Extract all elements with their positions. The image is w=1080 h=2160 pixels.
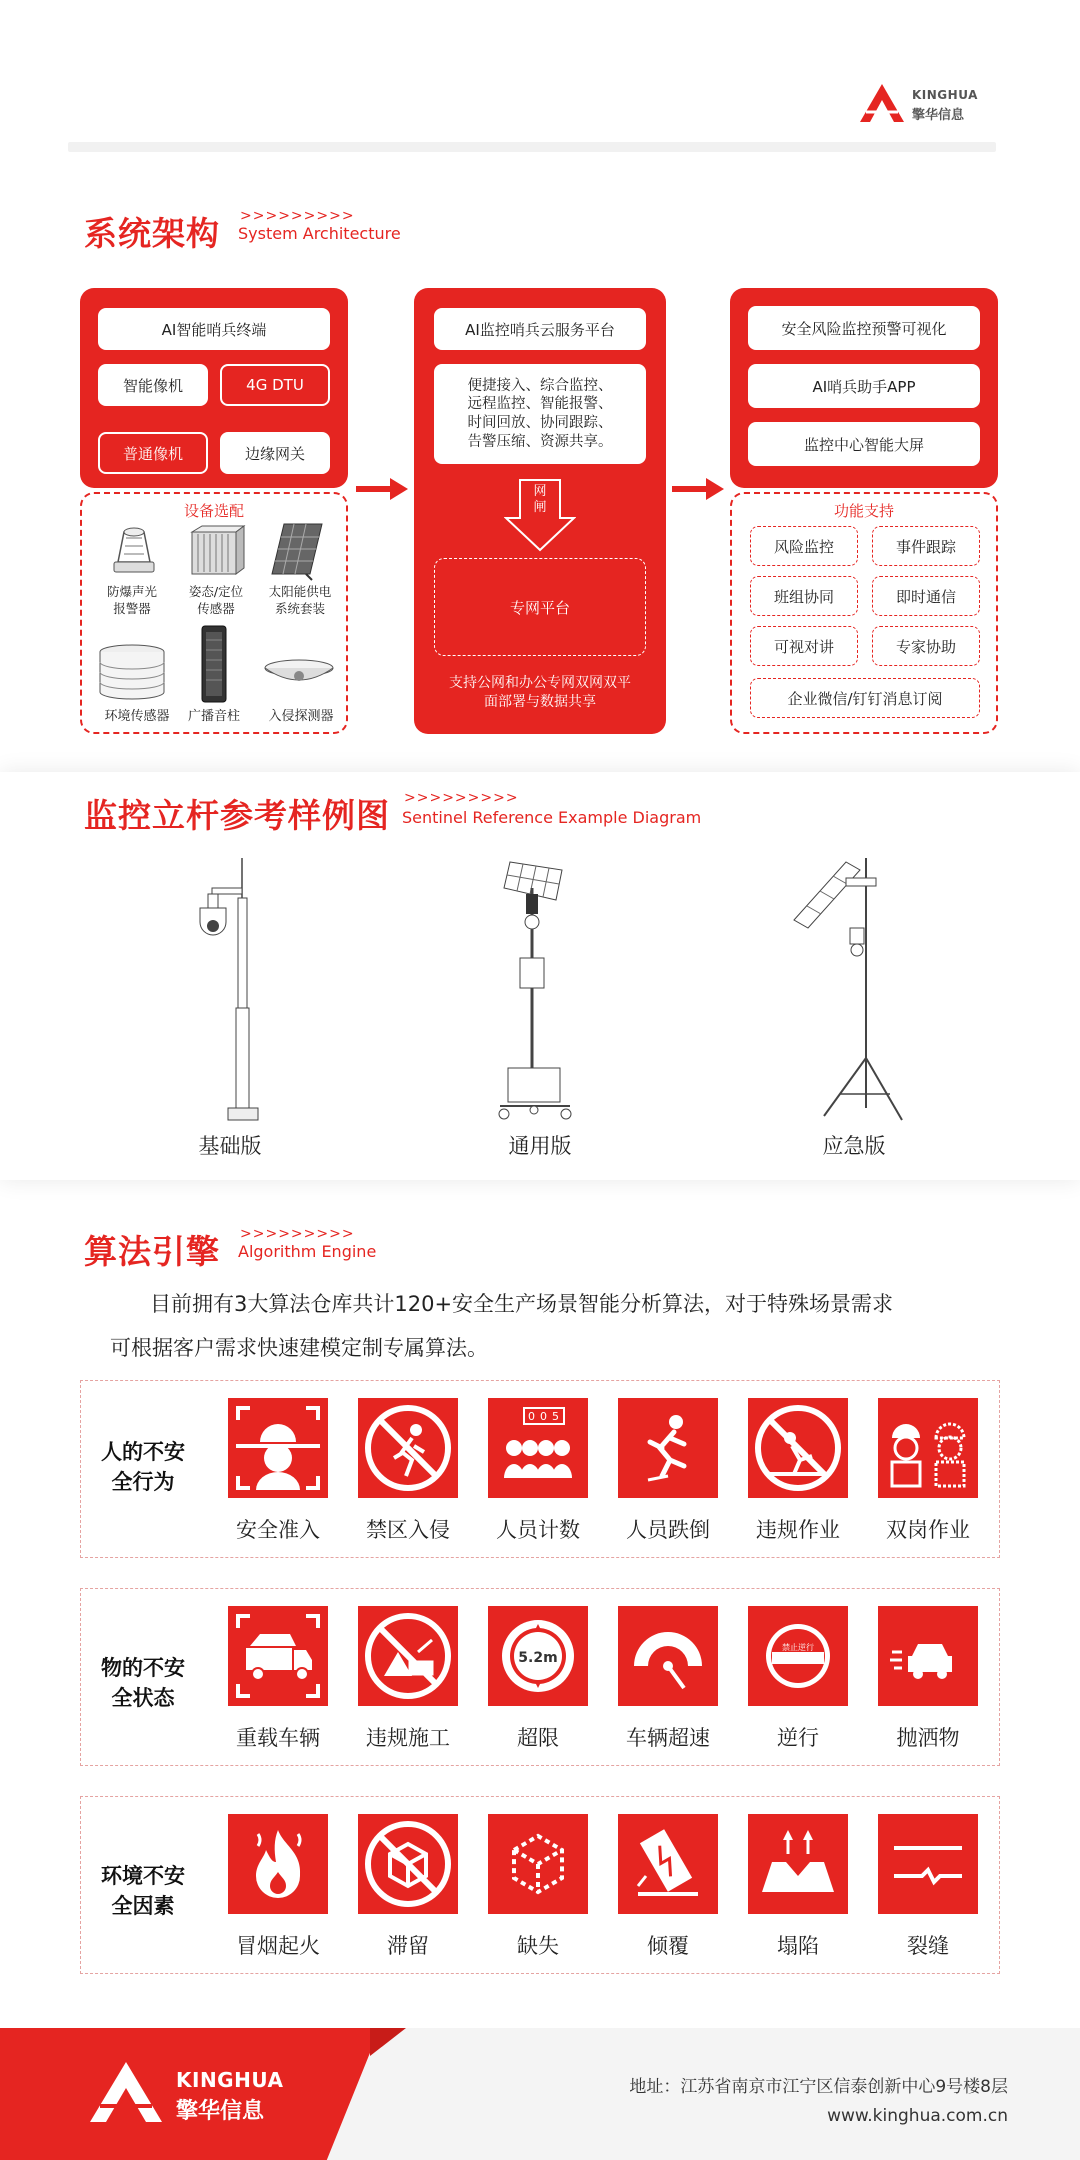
cloud-note: 支持公网和办公专网双网双平 面部署与数据共享 xyxy=(449,675,631,710)
footer-brand-cn: 擎华信息 xyxy=(176,2099,265,2124)
algo-label: 超限 xyxy=(517,1726,559,1750)
cloud-features: 便捷接入、综合监控、 远程监控、智能报警、 时间回放、协同跟踪、 告警压缩、资源共享。 xyxy=(434,364,646,464)
flow-arrow-icon xyxy=(356,478,408,500)
solar-panel-icon xyxy=(266,520,328,582)
over-height-icon xyxy=(488,1606,588,1706)
algorithm-intro-line2: 可根据客户需求快速建模定制专属算法。 xyxy=(110,1336,488,1360)
wrong-way-icon xyxy=(748,1606,848,1706)
algorithm-subtitle: Algorithm Engine xyxy=(238,1242,377,1261)
missing-icon xyxy=(488,1814,588,1914)
algo-label: 塌陷 xyxy=(777,1934,819,1958)
dual-post-icon xyxy=(878,1398,978,1498)
footer-brand-en: KINGHUA xyxy=(176,2068,284,2092)
algo-label: 双岗作业 xyxy=(886,1518,970,1542)
edge-gateway-item: 边缘网关 xyxy=(220,432,330,474)
support-video-intercom: 可视对讲 xyxy=(750,626,858,666)
algo-label: 车辆超速 xyxy=(626,1726,710,1750)
general-pole-image xyxy=(480,858,590,1128)
algo-label: 违规作业 xyxy=(756,1518,840,1542)
device-posture-label: 姿态/定位 传感器 xyxy=(188,584,244,616)
algo-label: 人员计数 xyxy=(496,1518,580,1542)
architecture-title: 系统架构 xyxy=(84,214,220,253)
restricted-area-icon xyxy=(358,1398,458,1498)
terminal-title: AI智能哨兵终端 xyxy=(98,308,330,350)
visual-item-risk: 安全风险监控预警可视化 xyxy=(748,306,980,350)
people-count-icon xyxy=(488,1398,588,1498)
svg-text:5: 5 xyxy=(552,1410,559,1423)
device-alarm-label: 防爆声光 报警器 xyxy=(106,584,157,616)
algo-label: 裂缝 xyxy=(907,1934,949,1958)
wrong-way-text: 禁止逆行 xyxy=(782,1643,814,1652)
header-divider xyxy=(68,142,996,152)
normal-camera-item: 普通像机 xyxy=(98,432,208,474)
algo-label: 滞留 xyxy=(387,1934,429,1958)
poles-title: 监控立杆参考样例图 xyxy=(84,796,390,835)
algorithm-intro-line1: 目前拥有3大算法仓库共计120+安全生产场景智能分析算法，对于特殊场景需求 xyxy=(150,1292,894,1316)
poles-subtitle: Sentinel Reference Example Diagram xyxy=(402,808,702,827)
gateway-label: 网 闸 xyxy=(533,484,547,515)
human-behavior-category: 人的不安 全行为 xyxy=(101,1440,185,1494)
posture-sensor-icon xyxy=(184,524,246,580)
smoke-fire-icon xyxy=(228,1814,328,1914)
smart-camera-item: 智能像机 xyxy=(98,364,208,406)
svg-text:0: 0 xyxy=(528,1410,535,1423)
pole-emergency-label: 应急版 xyxy=(822,1134,886,1158)
architecture-subtitle: System Architecture xyxy=(238,224,401,243)
cloud-platform-title: AI监控哨兵云服务平台 xyxy=(434,308,646,350)
speeding-icon xyxy=(618,1606,718,1706)
support-message-subscription: 企业微信/钉钉消息订阅 xyxy=(750,678,980,718)
algo-label: 逆行 xyxy=(777,1726,819,1750)
support-risk-monitor: 风险监控 xyxy=(750,526,858,566)
algo-label: 人员跌倒 xyxy=(626,1518,710,1542)
terminal-panel xyxy=(80,288,348,488)
support-panel xyxy=(730,492,998,734)
support-event-tracking: 事件跟踪 xyxy=(872,526,980,566)
overturn-icon xyxy=(618,1814,718,1914)
dtu-item: 4G DTU xyxy=(220,364,330,406)
illegal-construction-icon xyxy=(358,1606,458,1706)
devices-label: 设备选配 xyxy=(183,502,244,520)
logo-name-cn: 擎华信息 xyxy=(912,108,965,123)
basic-pole-image xyxy=(180,858,280,1128)
device-intrusion-label: 入侵探测器 xyxy=(268,709,334,724)
algo-label: 违规施工 xyxy=(366,1726,450,1750)
violation-work-icon xyxy=(748,1398,848,1498)
algo-label: 缺失 xyxy=(517,1934,559,1958)
heavy-vehicle-icon xyxy=(228,1606,328,1706)
cloud-platform-panel xyxy=(414,288,666,734)
intrusion-detector-icon xyxy=(262,656,336,692)
architecture-arrows: >>>>>>>>> xyxy=(240,208,355,224)
support-team-collab: 班组协同 xyxy=(750,576,858,616)
visual-item-screen: 监控中心智能大屏 xyxy=(748,422,980,466)
kinghua-logo-icon xyxy=(858,82,906,124)
emergency-pole-image xyxy=(790,858,910,1128)
flow-arrow-icon-2 xyxy=(672,478,724,500)
visual-item-app: AI哨兵助手APP xyxy=(748,364,980,408)
broadcast-column-icon xyxy=(194,624,234,704)
support-instant-message: 即时通信 xyxy=(872,576,980,616)
algo-label: 倾覆 xyxy=(647,1934,689,1958)
device-broadcast-label: 广播音柱 xyxy=(187,709,240,724)
algo-label: 抛洒物 xyxy=(896,1726,960,1750)
support-label: 功能支持 xyxy=(833,502,894,520)
environment-category: 环境不安 全因素 xyxy=(101,1864,185,1918)
loitering-icon xyxy=(358,1814,458,1914)
poles-arrows: >>>>>>>>> xyxy=(404,790,519,806)
header-logo xyxy=(858,82,978,128)
algo-label: 冒烟起火 xyxy=(236,1934,320,1958)
pole-general-label: 通用版 xyxy=(508,1134,572,1158)
person-fall-icon xyxy=(618,1398,718,1498)
spill-object-icon xyxy=(878,1606,978,1706)
algorithm-title: 算法引擎 xyxy=(84,1232,220,1271)
object-state-category: 物的不安 全状态 xyxy=(101,1656,185,1710)
collapse-icon xyxy=(748,1814,848,1914)
algorithm-arrows: >>>>>>>>> xyxy=(240,1226,355,1242)
algo-label: 重载车辆 xyxy=(236,1726,320,1750)
device-environment-label: 环境传感器 xyxy=(104,709,170,724)
environment-sensor-icon xyxy=(94,642,170,704)
alarm-device-icon xyxy=(104,524,164,580)
pole-basic-label: 基础版 xyxy=(198,1134,262,1158)
visual-panel xyxy=(730,288,998,488)
private-network-platform: 专网平台 xyxy=(434,558,646,656)
devices-panel xyxy=(80,492,348,734)
crack-icon xyxy=(878,1814,978,1914)
algo-label: 禁区入侵 xyxy=(366,1518,450,1542)
over-height-value: 5.2m xyxy=(518,1650,558,1666)
algo-label: 安全准入 xyxy=(236,1518,320,1542)
footer-logo-icon xyxy=(88,2060,164,2124)
svg-text:0: 0 xyxy=(540,1410,547,1423)
footer-url[interactable]: www.kinghua.com.cn xyxy=(827,2106,1008,2126)
device-solar-label: 太阳能供电 系统套装 xyxy=(268,584,332,616)
footer-address: 地址：江苏省南京市江宁区信泰创新中心9号楼8层 xyxy=(629,2077,1008,2097)
support-expert-assist: 专家协助 xyxy=(872,626,980,666)
safe-access-icon xyxy=(228,1398,328,1498)
logo-name-en: KINGHUA xyxy=(912,88,978,102)
